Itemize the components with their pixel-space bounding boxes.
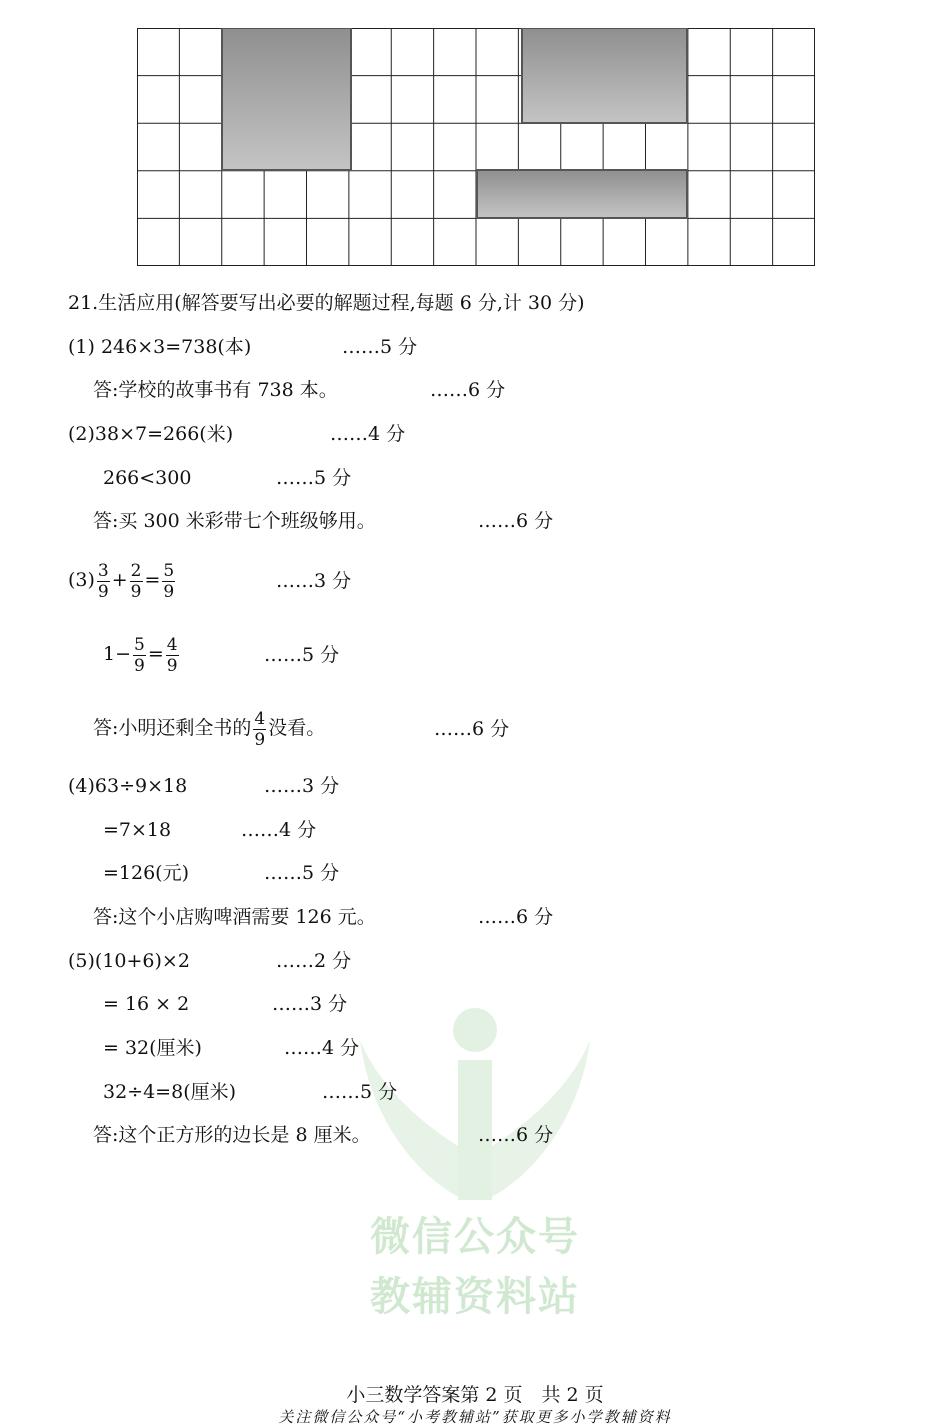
q4-answer: 答:这个小店购啤酒需要 126 元。: [93, 906, 376, 928]
shaded-rect-top: [522, 28, 687, 123]
fraction: $\frac{5}{9}$: [163, 560, 175, 602]
q5-step2: = 16 × 2: [103, 993, 190, 1015]
q2-step1-score: ……4 分: [330, 423, 406, 445]
shaded-rect-bottom: [477, 170, 687, 218]
q4-step2: =7×18: [103, 819, 172, 841]
q3-prefix: (3): [68, 569, 95, 591]
watermark-line1: 微信公众号: [370, 1214, 580, 1260]
q3-answer-suffix: 没看。: [268, 717, 326, 739]
plus-sign: +: [111, 569, 128, 591]
q1-answer: 答:学校的故事书有 738 本。: [93, 379, 338, 401]
watermark-line2: 教辅资料站: [370, 1274, 580, 1320]
q3-answer-score: ……6 分: [434, 718, 510, 740]
page-footer: 小三数学答案第 2 页 共 2 页: [346, 1384, 604, 1406]
q4-step3-score: ……5 分: [264, 862, 340, 884]
fraction: $\frac{3}{9}$: [97, 560, 109, 602]
equals-sign: =: [147, 643, 164, 665]
q4-step1: (4)63÷9×18: [68, 775, 188, 797]
fraction: $\frac{4}{9}$: [166, 634, 178, 676]
q5-step1: (5)(10+6)×2: [68, 950, 190, 972]
q3-step1-score: ……3 分: [276, 570, 352, 592]
q4-step1-score: ……3 分: [264, 775, 340, 797]
q3-step2-prefix: 1−: [103, 643, 132, 665]
q2-step2-score: ……5 分: [276, 467, 352, 489]
footer-note: 关注微信公众号“小考教辅站”获取更多小学教辅资料: [278, 1408, 672, 1426]
q2-answer-score: ……6 分: [478, 510, 554, 532]
q5-step1-score: ……2 分: [276, 950, 352, 972]
q5-step3-score: ……4 分: [284, 1037, 360, 1059]
section-title: 21.生活应用(解答要写出必要的解题过程,每题 6 分,计 30 分): [68, 292, 585, 314]
q5-step4-score: ……5 分: [322, 1081, 398, 1103]
q3-step1: [68, 556, 177, 604]
q4-step2-score: ……4 分: [241, 819, 317, 841]
q3-answer-prefix: 答:小明还剩全书的: [93, 717, 252, 739]
fraction: $\frac{2}{9}$: [130, 560, 142, 602]
shaded-square: [222, 28, 351, 170]
q1-answer-score: ……6 分: [430, 379, 506, 401]
q5-answer-score: ……6 分: [478, 1124, 554, 1146]
q3-step2-score: ……5 分: [264, 644, 340, 666]
q3-answer: [93, 704, 325, 752]
q4-step3: =126(元): [103, 862, 190, 884]
q5-answer: 答:这个正方形的边长是 8 厘米。: [93, 1124, 371, 1146]
q5-step4: 32÷4=8(厘米): [103, 1081, 237, 1103]
equals-sign: =: [144, 569, 161, 591]
grid-figure: [137, 28, 815, 266]
q5-step2-score: ……3 分: [272, 993, 348, 1015]
q5-step3: = 32(厘米): [103, 1037, 202, 1059]
q2-step1: (2)38×7=266(米): [68, 423, 234, 445]
q1-step1-score: ……5 分: [342, 336, 418, 358]
q4-answer-score: ……6 分: [478, 906, 554, 928]
fraction: $\frac{5}{9}$: [134, 634, 145, 676]
q2-step2: 266<300: [103, 467, 192, 489]
q3-step2: [103, 630, 181, 678]
q2-answer: 答:买 300 米彩带七个班级够用。: [93, 510, 376, 532]
q1-step1: (1) 246×3=738(本): [68, 336, 252, 358]
grid-svg: [137, 28, 815, 266]
fraction: $\frac{4}{9}$: [254, 708, 266, 750]
